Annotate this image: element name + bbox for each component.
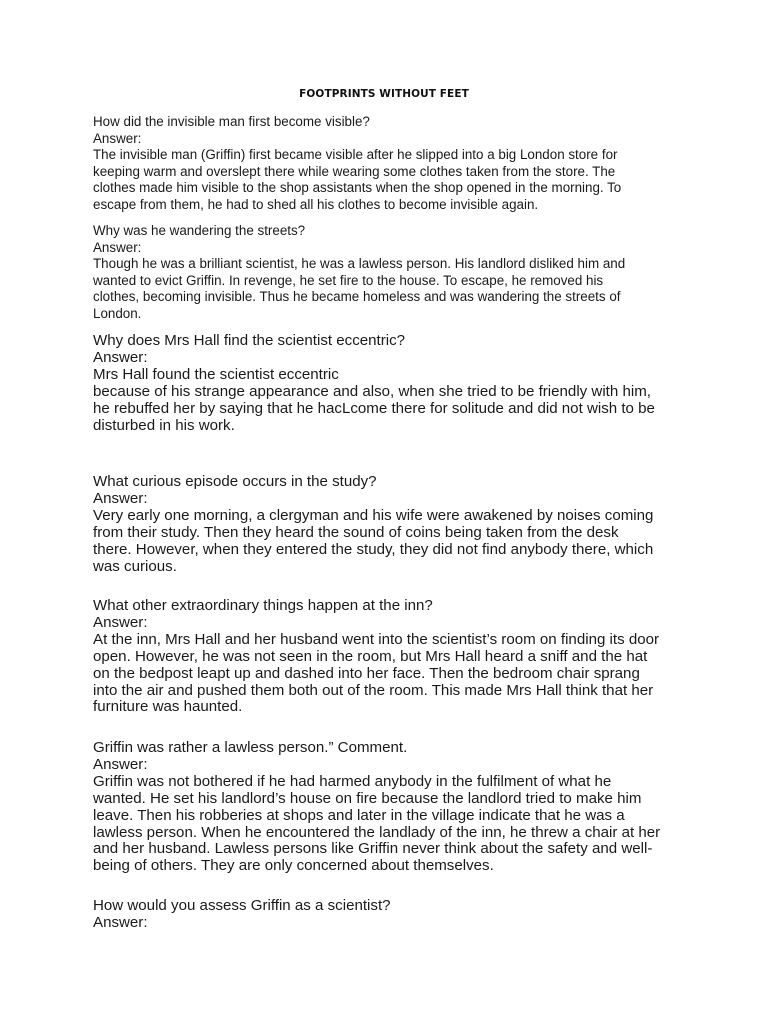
answer-line: clothes, becoming invisible. Thus he became homeless and was wandering the streets of [93,289,621,305]
answer-line: wanted. He set his landlord’s house on fire because the landlord tried to make him [93,789,642,807]
answer-line: there. However, when they entered the study, they did not find anybody there, which [93,540,654,558]
answer-line: clothes made him visible to the shop assistants when the shop opened in the morning. To [93,180,622,196]
answer-line: wanted to evict Griffin. In revenge, he set fire to the house. To escape, he removed his [93,272,604,288]
answer-line: keeping warm and overslept there while wearing some clothes taken from the store. The [93,163,616,179]
qa-block-4 [93,474,683,575]
answer-line: escape from them, he had to shed all his clothes to become invisible again. [93,196,539,212]
answer-line: Griffin was not bothered if he had harmed anybody in the fulfilment of what he [93,772,612,790]
qa-block-5 [93,598,683,716]
qa-block-7 [93,898,683,932]
question-text: Why does Mrs Hall find the scientist eccentric? [93,332,406,349]
answer-line: he rebuffed her by saying that he hacLcome there for solitude and did not wish to be [93,399,655,417]
question-text: What curious episode occurs in the study? [93,473,377,490]
answer-line: because of his strange appearance and also, when she tried to be friendly with him, [93,382,651,400]
answer-line: Mrs Hall found the scientist eccentric [93,365,339,383]
document-title: FOOTPRINTS WITHOUT FEET [299,88,469,100]
qa-block-2 [93,223,683,323]
qa-block-6 [93,740,683,875]
answer-label: Answer: [93,613,148,631]
answer-line: disturbed in his work. [93,416,235,434]
qa-block-3 [93,333,683,434]
question-text: Griffin was rather a lawless person.” Comment. [93,739,408,756]
answer-label: Answer: [93,348,148,366]
answer-line: Very early one morning, a clergyman and his wife were awakened by noises coming [93,506,654,524]
answer-line: lawless person. When he encountered the landlady of the inn, he threw a chair at her [93,823,661,841]
answer-label: Answer: [93,130,142,146]
answer-line: The invisible man (Griffin) first became visible after he slipped into a big London store for [93,147,618,163]
answer-label: Answer: [93,239,142,255]
answer-line: was curious. [93,557,177,575]
answer-line: being of others. They are only concerned about themselves. [93,857,494,875]
answer-label: Answer: [93,913,148,931]
qa-block-1 [93,114,683,214]
answer-line: Though he was a brilliant scientist, he was a lawless person. His landlord disliked him and [93,256,626,272]
answer-label: Answer: [93,755,148,773]
answer-line: on the bedpost leapt up and dashed into her face. Then the bedroom chair sprang [93,664,640,682]
answer-line: furniture was haunted. [93,698,243,716]
answer-line: leave. Then his robberies at shops and later in the village indicate that he was a [93,806,625,824]
answer-line: and her husband. Lawless persons like Griffin never think about the safety and well- [93,840,653,858]
question-text: Why was he wandering the streets? [93,223,306,238]
question-text: How would you assess Griffin as a scientist? [93,897,391,914]
answer-line: into the air and pushed them both out of the room. This made Mrs Hall think that her [93,681,654,699]
answer-line: London. [93,305,142,321]
answer-line: At the inn, Mrs Hall and her husband went into the scientist’s room on finding its door [93,630,660,648]
answer-label: Answer: [93,489,148,507]
answer-line: open. However, he was not seen in the room, but Mrs Hall heard a sniff and the hat [93,647,648,665]
question-text: What other extraordinary things happen at the inn? [93,597,433,614]
question-text: How did the invisible man first become visible? [93,114,370,129]
answer-line: from their study. Then they heard the sound of coins being taken from the desk [93,523,619,541]
